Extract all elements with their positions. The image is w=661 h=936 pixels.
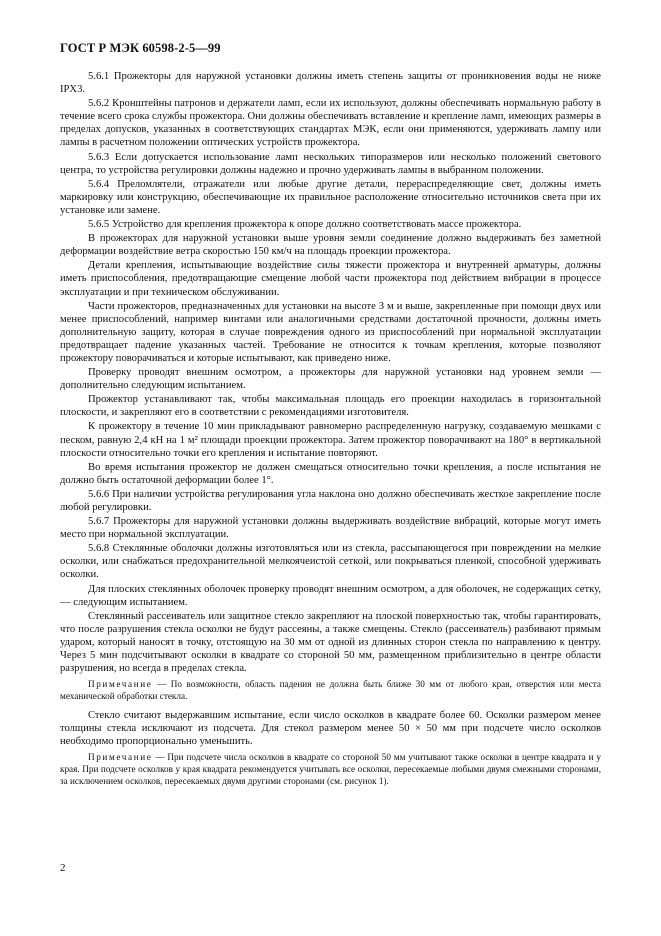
paragraph: Стеклянный рассеиватель или защитное стекло закрепляют на плоской поверхностью так, чтобы гарантировать, что после разрушения стекла осколки не будут рассеяны, а также смещены. Стекло (рассеиватель) разбивают прямым ударом, который наносят в точку, отстоящую на 30 мм от одной из длинных сторон стекла по направлению к центру. Через 5 мин подсчитывают осколки в квадрате со стороной 50 мм, размещенном приблизительно в центре области разрушения, но всегда в пределах стекла. — [60, 610, 601, 675]
paragraph: Детали крепления, испытывающие воздействие силы тяжести прожектора и внутренней арматуры, должны иметь приспособления, предотвращающие смещение любой части прожектора под действием вибрации в процессе эксплуатации и при техническом обслуживании. — [60, 260, 601, 298]
note-text: — При подсчете числа осколков в квадрате со стороной 50 мм учитывают также осколки в центре квадрата и у края. При подсчете осколков у края квадрата рекомендуется учитывать все осколки, пересекаемые любыми двумя смежными сторонами, за исключением осколков, пересекаемых двумя другими сторонами (см. рисунок 1). — [60, 751, 601, 787]
paragraph: Прожектор устанавливают так, чтобы максимальная площадь его проекции находилась в горизонтальной плоскости, и закрепляют его в соответствии с рекомендациями изготовителя. — [60, 394, 601, 419]
paragraph: 5.6.2 Кронштейны патронов и держатели ламп, если их используют, должны обеспечивать нормальную работу в течение всего срока службы прожектора. Они должны обеспечивать вставление и крепление ламп, имеющих размеры в пределах допусков, указанных в соответствующих стандартах МЭК, если они применяются, удерживать лампу или лампы в расчетном положении оптических устройств прожектора. — [60, 98, 601, 149]
paragraph: 5.6.3 Если допускается использование ламп нескольких типоразмеров или несколько положений светового центра, то устройства регулировки должны надежно и прочно удерживать лампы в выбранном положении. — [60, 151, 601, 176]
note-label: Примечание — [88, 751, 153, 762]
paragraph: 5.6.7 Прожекторы для наружной установки должны выдерживать воздействие вибраций, которые могут иметь место при нормальной эксплуатации. — [60, 516, 601, 541]
note — [60, 751, 601, 788]
paragraph: 5.6.8 Стеклянные оболочки должны изготовляться или из стекла, рассыпающегося при повреждении на мелкие осколки, или снабжаться предохранительной мелкоячеистой сеткой, или покрываться пленкой, способной удерживать осколки. — [60, 543, 601, 581]
note-text: — По возможности, область падения не должна быть ближе 30 мм от любого края, отверстия или места механической обработки стекла. — [60, 679, 601, 702]
note-label: Примечание — [88, 679, 153, 690]
paragraph: 5.6.6 При наличии устройства регулирования угла наклона оно должно обеспечивать жесткое закрепление после любой регулировки. — [60, 488, 601, 513]
paragraph: 5.6.4 Преломлятели, отражатели или любые другие детали, перераспределяющие свет, должны иметь маркировку или конструкцию, обеспечивающие их правильное расположение относительно источников света при их установке или замене. — [60, 178, 601, 216]
paragraph: Во время испытания прожектор не должен смещаться относительно точки крепления, а после испытания не должно быть остаточной деформации более 1°. — [60, 461, 601, 486]
note — [60, 678, 601, 702]
paragraph: В прожекторах для наружной установки выше уровня земли соединение должно выдерживать без заметной деформации воздействие ветра скоростью 150 км/ч на площадь проекции прожектора. — [60, 233, 601, 258]
document-body — [60, 70, 601, 794]
paragraph: 5.6.1 Прожекторы для наружной установки должны иметь степень защиты от проникновения воды не ниже IPX3. — [60, 71, 601, 96]
paragraph: Для плоских стеклянных оболочек проверку проводят внешним осмотром, а для оболочек, не содержащих сетку, — следующим испытанием. — [60, 583, 601, 608]
paragraph: Части прожекторов, предназначенных для установки на высоте 3 м и выше, закрепленные при помощи двух или менее приспособлений, например винтами или аналогичными средствами достаточной прочности, должны иметь дополнительную защиту, которая в случае повреждения одного из приспособлений при нормальной эксплуатации предотвращает падение указанных частей. Требование не относится к точкам крепления, которые позволяют прожектору поворачиваться и которые испытывают, как приведено ниже. — [60, 300, 601, 364]
paragraph: 5.6.5 Устройство для крепления прожектора к опоре должно соответствовать массе прожектора. — [88, 219, 522, 231]
paragraph: Стекло считают выдержавшим испытание, если число осколков в квадрате более 60. Осколки размером менее толщины стекла исключают из подсчета. Для стекол размером менее 50 × 50 мм при подсчете число осколков необходимо пропорционально уменьшить. — [60, 709, 601, 747]
paragraph: К прожектору в течение 10 мин прикладывают равномерно распределенную нагрузку, создаваемую мешками с песком, равную 2,4 кН на 1 м² площади проекции прожектора. Затем прожектор поворачивают на 180° в вертикальной плоскости относительно точки его крепления и испытание повторяют. — [60, 421, 601, 459]
page-number: 2 — [60, 862, 66, 874]
document-header: ГОСТ Р МЭК 60598-2-5—99 — [60, 41, 221, 55]
paragraph: Проверку проводят внешним осмотром, а прожекторы для наружной установки над уровнем земли — дополнительно следующим испытанием. — [60, 367, 601, 392]
